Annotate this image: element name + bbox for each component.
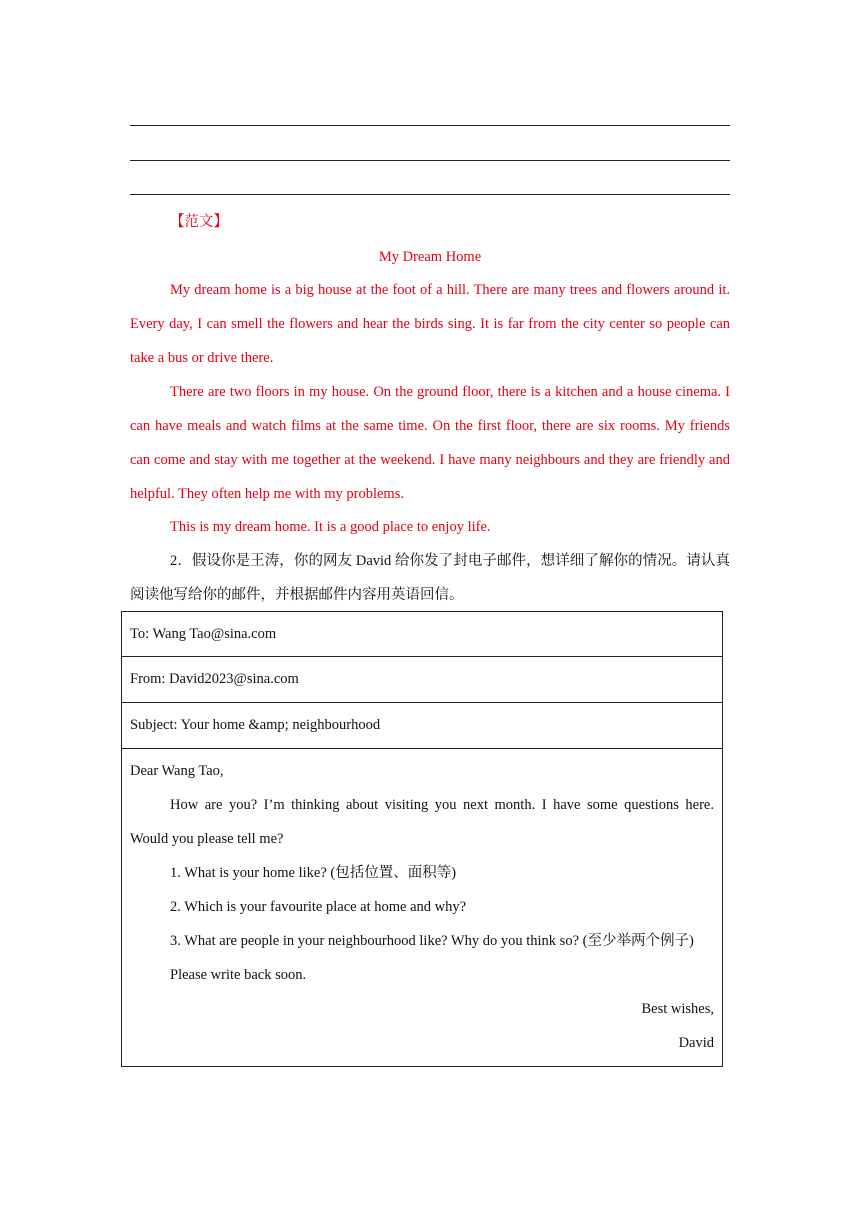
model-essay-title: My Dream Home	[378, 249, 482, 265]
email-subject: Subject: Your home &amp; neighbourhood	[122, 703, 722, 749]
answer-line-1	[130, 125, 730, 126]
answer-line-3	[130, 194, 730, 195]
email-question-2: 2. Which is your favourite place at home and why?	[170, 899, 467, 915]
model-essay-heading: 【范文】	[170, 214, 228, 230]
essay-paragraph-2: There are two floors in my house. On the ground floor, there is a kitchen and a house cinema. I can have meals and watch films at the same time. On the first floor, there are six rooms. My friends can come and stay with me together at the weekend. I have many neighbours and they are friendly and helpful. They often help me with my problems.	[130, 384, 730, 502]
email-box	[121, 611, 723, 1067]
answer-line-2	[130, 160, 730, 161]
email-body	[122, 749, 722, 1066]
email-question-1: 1. What is your home like? (包括位置、面积等)	[170, 865, 457, 881]
essay-paragraph-3: This is my dream home. It is a good place to enjoy life.	[170, 519, 491, 535]
email-closing-request: Please write back soon.	[170, 967, 307, 983]
email-intro: How are you? I’m thinking about visiting you next month. I have some questions here. Would you please tell me?	[130, 797, 714, 847]
email-from: From: David2023@sina.com	[122, 657, 722, 703]
email-greeting: Dear Wang Tao,	[130, 763, 224, 779]
email-question-3: 3. What are people in your neighbourhood like? Why do you think so? (至少举两个例子)	[170, 933, 694, 949]
essay-paragraph-1: My dream home is a big house at the foot of a hill. There are many trees and flowers around it. Every day, I can smell the flowers and hear the birds sing. It is far from the city center so people can take a bus or drive there.	[130, 282, 730, 366]
email-to: To: Wang Tao@sina.com	[122, 612, 722, 657]
task2-prompt: 2．假设你是王涛，你的网友 David 给你发了封电子邮件，想详细了解你的情况。请认真阅读他写给你的邮件，并根据邮件内容用英语回信。	[130, 553, 730, 603]
email-signature: David	[678, 1035, 714, 1051]
email-sign-off: Best wishes,	[641, 1001, 714, 1017]
